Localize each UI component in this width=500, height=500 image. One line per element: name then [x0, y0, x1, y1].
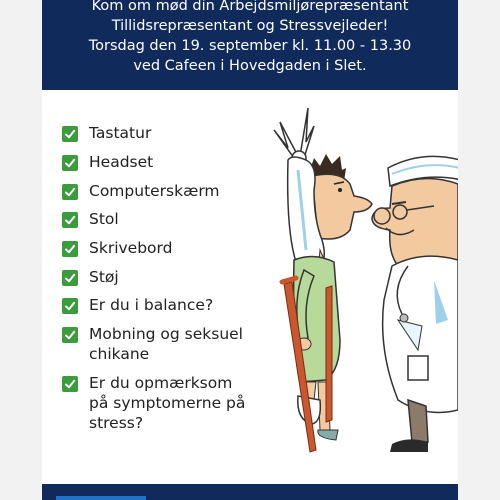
checklist-item-label: Er du i balance?: [89, 296, 214, 314]
check-icon: [62, 298, 78, 314]
checklist-item-label: Skrivebord: [89, 239, 173, 257]
checklist-item: [62, 152, 153, 172]
checklist-item: [62, 209, 119, 229]
checklist-item: [62, 238, 172, 258]
check-icon: [62, 327, 78, 343]
checklist-item: [62, 267, 119, 287]
checklist-item-label: Er du opmærksom på symptomerne på stress?: [89, 374, 246, 432]
patient-figure: [274, 108, 372, 452]
footer-band: [42, 484, 458, 500]
header-line-4: ved Cafeen i Hovedgaden i Slet.: [133, 58, 367, 74]
doctor-figure: [372, 156, 458, 452]
checklist-item: [62, 295, 213, 315]
flyer: [42, 0, 458, 500]
checklist-item: [62, 373, 245, 433]
checklist-item-label: Mobning og seksuel chikane: [89, 325, 243, 363]
checklist-item: [62, 123, 151, 143]
check-icon: [62, 376, 78, 392]
header-line-3: Torsdag den 19. september kl. 11.00 - 13.30: [88, 38, 412, 54]
check-icon: [62, 270, 78, 286]
header-line-2: Tillidsrepræsentant og Stressvejleder!: [111, 18, 389, 34]
checklist-item: [62, 324, 243, 364]
check-icon: [62, 126, 78, 142]
checklist-item-label: Tastatur: [89, 124, 152, 142]
header-line-1: Kom om mød din Arbejdsmiljørepræsentant: [91, 0, 409, 14]
footer-logo: [56, 496, 146, 500]
patient-and-doctor-illustration: [222, 100, 458, 480]
check-icon: [62, 184, 78, 200]
checklist-item: [62, 181, 220, 201]
checklist-item-label: Headset: [89, 153, 154, 171]
check-icon: [62, 212, 78, 228]
checklist-item-label: Computerskærm: [89, 182, 220, 200]
event-header: [42, 0, 458, 90]
checklist-item-label: Stol: [89, 210, 119, 228]
check-icon: [62, 155, 78, 171]
check-icon: [62, 241, 78, 257]
checklist-item-label: Støj: [89, 268, 119, 286]
